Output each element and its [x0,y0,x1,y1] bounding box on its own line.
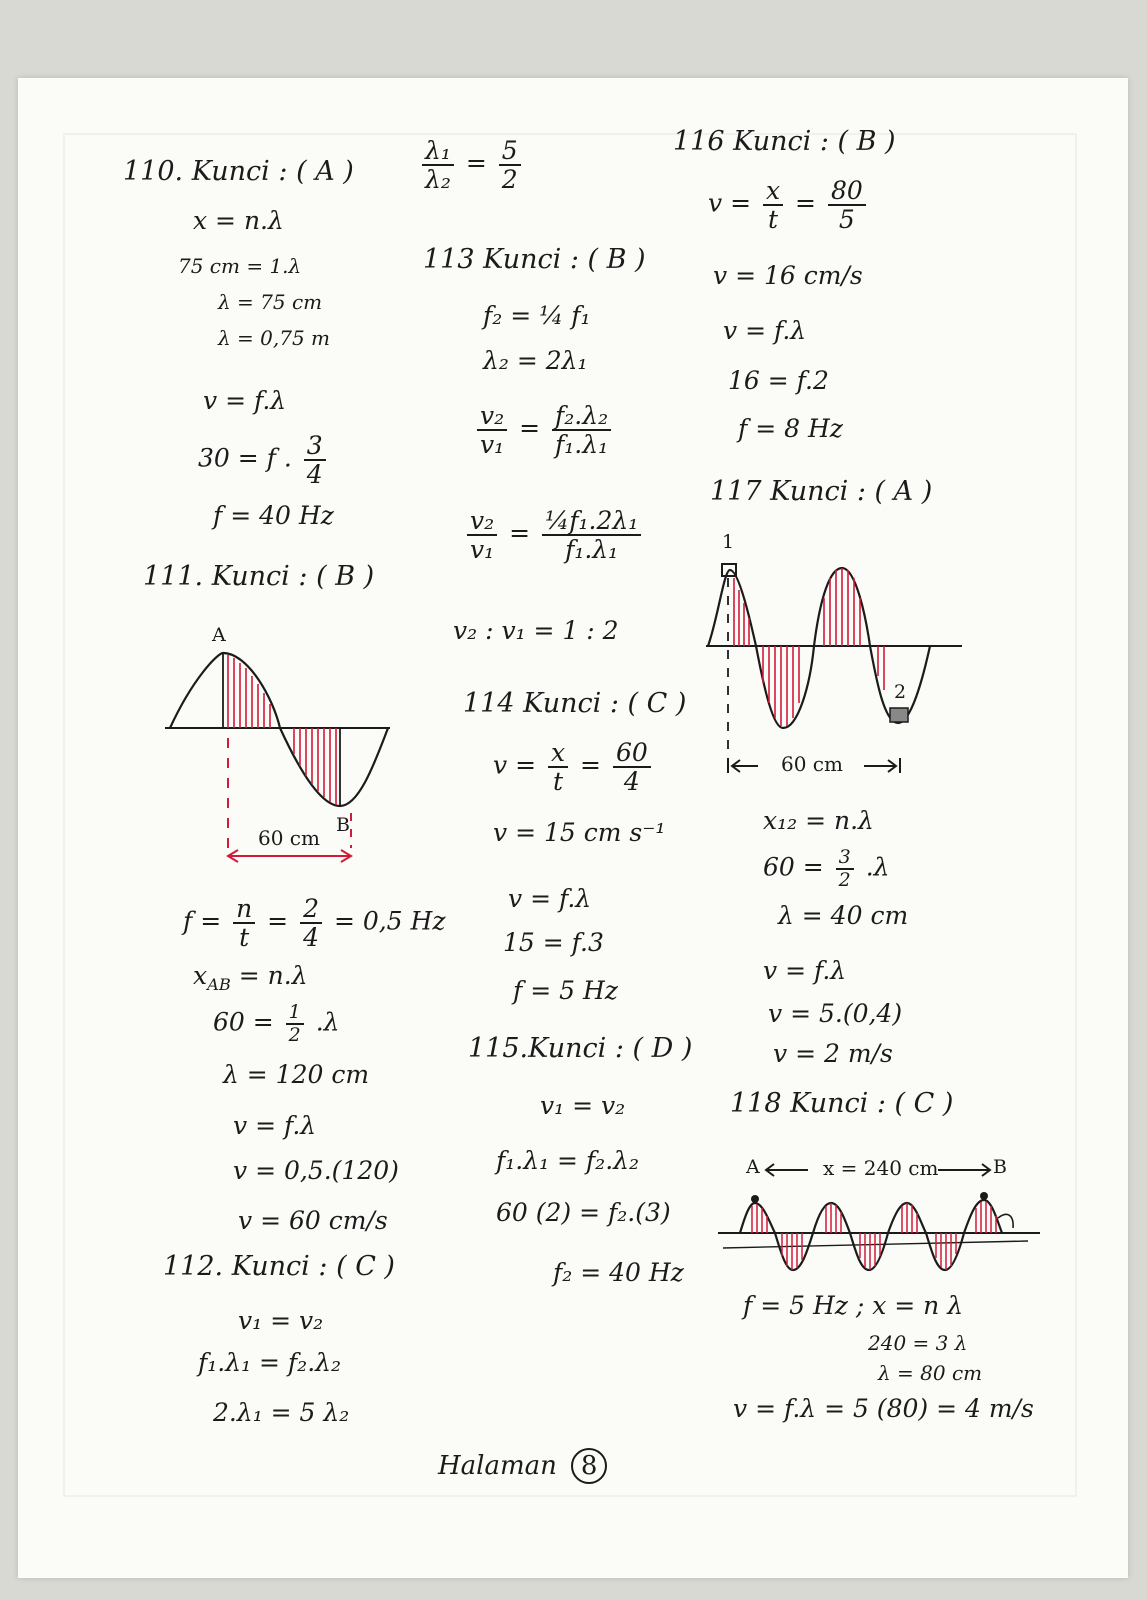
point-b-label: B [993,1156,1007,1178]
answer-118-line: 240 = 3 λ [868,1331,968,1355]
equation-part: f = [183,906,222,936]
answer-118-line: v = f.λ = 5 (80) = 4 m/s [733,1394,1034,1423]
numerator: n [233,896,255,924]
distance-label: x = 240 cm [823,1156,939,1180]
answer-118-line: λ = 80 cm [878,1361,983,1385]
denominator: 4 [623,767,640,796]
numerator: 60 [613,740,651,768]
answer-115-line: f₂ = 40 Hz [553,1258,684,1287]
numerator: 80 [828,178,866,206]
numerator: 5 [499,138,521,166]
answer-114-line: v = f.λ [508,884,592,913]
point-2-label: 2 [894,681,907,703]
denominator: 4 [306,460,323,489]
answer-112-line: 2.λ₁ = 5 λ₂ [213,1398,350,1427]
answer-110-line: f = 40 Hz [213,501,334,530]
numerator: v₂ [467,508,497,536]
equation-part: 60 = [213,1007,274,1037]
denominator: f₁.λ₁ [565,535,619,564]
numerator: v₂ [477,403,507,431]
numerator: ¼f₁.2λ₁ [542,508,641,536]
equation-part: x [193,961,208,990]
equation-part: 30 = f . [198,443,292,473]
equation-part: = n.λ [238,961,308,990]
answer-116-line: v = 16 cm/s [713,261,863,290]
answer-114-line: v = $\frac{x}{t}$ = $\frac{60}{4}$ [493,740,655,794]
answer-117-line: λ = 40 cm [778,901,909,930]
numerator: 3 [836,848,854,870]
answer-110-line: x = n.λ [193,206,284,235]
answer-110-title: 110. Kunci : ( A ) [123,156,354,187]
answer-117-line: x₁₂ = n.λ [763,806,874,835]
denominator: 2 [288,1024,301,1046]
answer-116-line: v = $\frac{x}{t}$ = $\frac{80}{5}$ [708,178,870,232]
answer-113-title: 113 Kunci : ( B ) [423,244,646,275]
answer-116-line: f = 8 Hz [738,414,843,443]
answer-116-line: 16 = f.2 [728,366,829,395]
denominator: f₁.λ₁ [555,430,609,459]
answer-113-line: $\frac{\text{v₂}}{\text{v₁}}$ = $\frac{\text{¼f₁.2λ₁}}{\text{f₁.λ₁}}$ [463,508,645,562]
subscript: AB [207,975,231,994]
answer-111-line: v = 0,5.(120) [233,1156,399,1185]
page-label: Halaman [438,1451,557,1481]
answer-115-line: f₁.λ₁ = f₂.λ₂ [496,1146,640,1175]
page-number: 8 [571,1448,607,1484]
numerator: 2 [300,896,322,924]
answer-114-line: v = 15 cm s⁻¹ [493,818,666,847]
equation-part: 60 = [763,852,824,882]
answer-115-title: 115.Kunci : ( D ) [468,1033,693,1064]
answer-113-line: f₂ = ¼ f₁ [483,301,591,330]
answer-110-line: λ = 0,75 m [218,326,331,350]
answer-117-line: v = f.λ [763,956,847,985]
answer-111-line: v = 60 cm/s [238,1206,388,1235]
numerator: 1 [286,1003,304,1025]
denominator: 5 [838,205,855,234]
answer-118-title: 118 Kunci : ( C ) [730,1088,954,1119]
answer-111-line: λ = 120 cm [223,1060,370,1089]
answer-110-line: λ = 75 cm [218,290,323,314]
point-b-label: B [336,814,350,836]
numerator: x [763,178,783,206]
denominator: λ₂ [425,165,451,194]
answer-117-title: 117 Kunci : ( A ) [710,476,933,507]
answer-116-title: 116 Kunci : ( B ) [673,126,896,157]
answer-112-title: 112. Kunci : ( C ) [163,1251,395,1282]
point-a-label: A [746,1156,760,1178]
denominator: t [553,767,564,796]
answer-111-title: 111. Kunci : ( B ) [143,561,375,592]
numerator: f₂.λ₂ [552,403,611,431]
answer-113-line: λ₂ = 2λ₁ [483,346,588,375]
answer-117-line: v = 2 m/s [773,1039,893,1068]
answer-112-line: f₁.λ₁ = f₂.λ₂ [198,1348,342,1377]
answer-sheet [18,78,1128,1578]
equation-part: .λ [315,1007,340,1037]
point-1-label: 1 [722,531,735,553]
distance-label: 60 cm [781,752,843,776]
answer-114-title: 114 Kunci : ( C ) [463,688,687,719]
answer-112-line: v₁ = v₂ [238,1306,324,1335]
answer-118-line: f = 5 Hz ; x = n λ [743,1291,964,1320]
numerator: 3 [304,433,326,461]
denominator: t [239,923,250,952]
answer-116-line: v = f.λ [723,316,807,345]
answer-110-line: 75 cm = 1.λ [178,254,302,278]
equation-part: = [465,148,487,178]
distance-label: 60 cm [258,826,320,850]
point-a-label: A [212,624,226,646]
denominator: v₁ [470,535,495,564]
answer-114-line: f = 5 Hz [513,976,618,1005]
equation-part: = [267,906,289,936]
equation-part: v = [493,750,537,780]
denominator: v₁ [480,430,505,459]
answer-114-line: 15 = f.3 [503,928,604,957]
denominator: 2 [838,869,851,891]
answer-115-line: 60 (2) = f₂.(3) [496,1198,671,1227]
answer-110-line: v = f.λ [203,386,287,415]
equation-part: v = [708,188,752,218]
equation-part: = 0,5 Hz [333,906,446,936]
page-footer [438,1448,607,1484]
denominator: t [768,205,779,234]
denominator: 4 [303,923,319,952]
answer-111-line: v = f.λ [233,1111,317,1140]
denominator: 2 [501,165,518,194]
numerator: λ₁ [422,138,454,166]
answer-115-line: v₁ = v₂ [540,1091,626,1120]
numerator: x [548,740,568,768]
equation-part: .λ [865,852,890,882]
answer-113-line: $\frac{\text{v₂}}{\text{v₁}}$ = $\frac{\text{f₂.λ₂}}{\text{f₁.λ₁}}$ [473,403,615,457]
answer-113-line: v₂ : v₁ = 1 : 2 [453,616,619,645]
answer-117-line: v = 5.(0,4) [768,999,903,1028]
